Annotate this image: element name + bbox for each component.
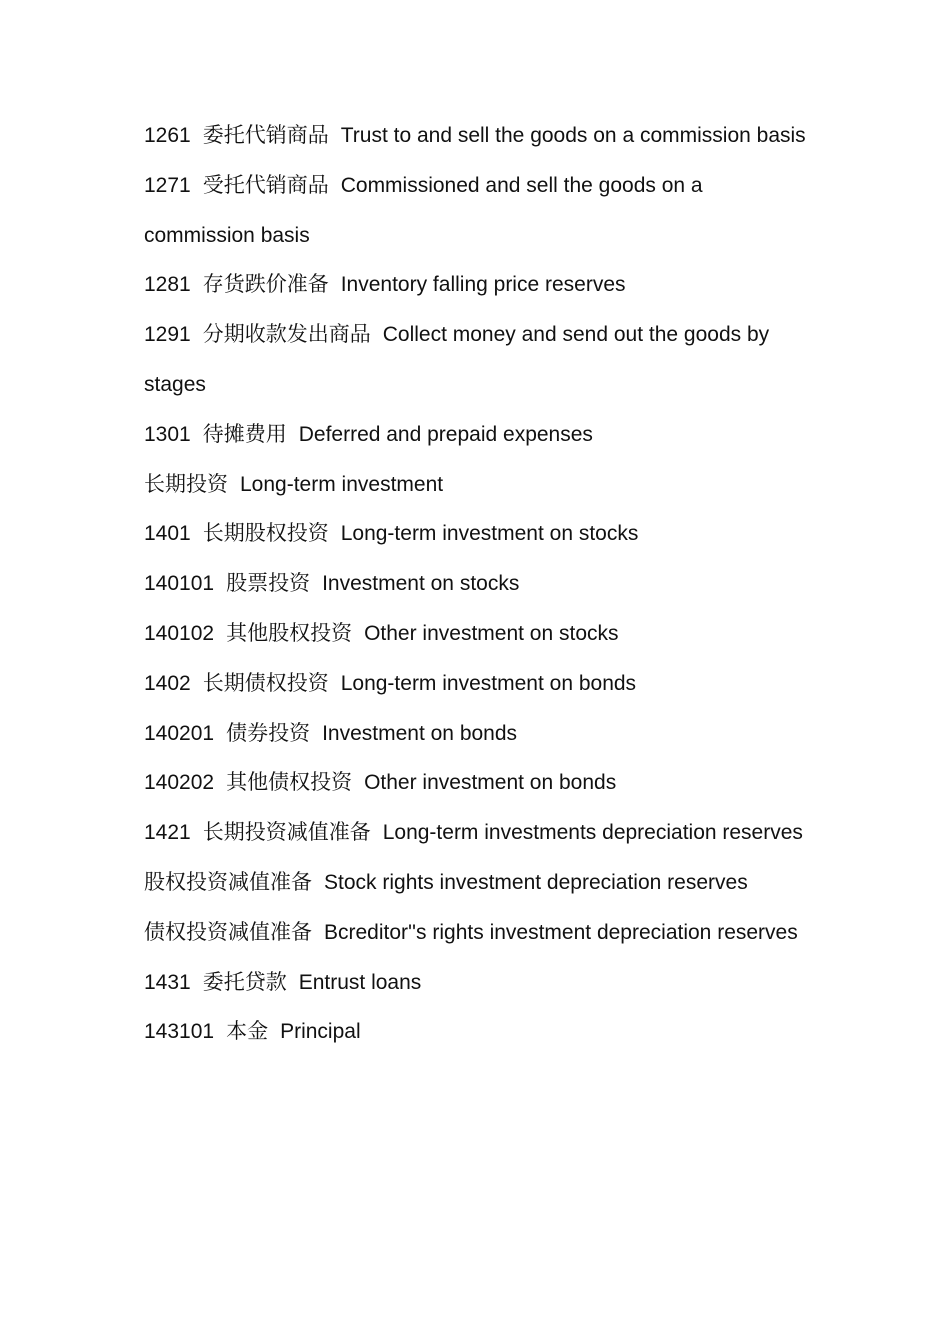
- account-code: 140201: [144, 721, 215, 745]
- account-code: 1301: [144, 422, 191, 446]
- account-name-english: Long-term investment: [240, 472, 444, 496]
- list-item: [144, 559, 814, 609]
- list-item: [144, 310, 814, 410]
- account-name-chinese: 股票投资: [226, 571, 311, 596]
- account-name-english: Bcreditor''s rights investment depreciation reserves: [324, 920, 798, 944]
- account-name-english: Inventory falling price reserves: [340, 273, 626, 297]
- account-code: 1291: [144, 323, 191, 347]
- list-item: [144, 958, 814, 1008]
- list-item: [144, 709, 814, 759]
- list-item: [144, 609, 814, 659]
- account-code: 1402: [144, 671, 191, 695]
- account-name-chinese: 其他股权投资: [226, 620, 353, 645]
- list-item: [144, 1007, 814, 1057]
- list-item: [144, 659, 814, 709]
- account-code: 1271: [144, 173, 191, 197]
- account-name-chinese: 长期股权投资: [202, 521, 329, 546]
- account-code: 140202: [144, 771, 215, 795]
- account-name-chinese: 委托代销商品: [202, 123, 329, 147]
- account-name-english: Investment on stocks: [322, 572, 520, 596]
- account-name-chinese: 股权投资减值准备: [144, 869, 312, 894]
- account-code: 1431: [144, 970, 191, 994]
- account-name-english: Other investment on stocks: [364, 621, 619, 645]
- list-item: [144, 858, 814, 908]
- account-name-english: Long-term investment on stocks: [340, 522, 639, 546]
- account-code: 1421: [144, 821, 191, 845]
- account-name-english: Stock rights investment depreciation reserves: [324, 870, 748, 894]
- account-name-english: Principal: [280, 1020, 361, 1044]
- account-code: 143101: [144, 1020, 215, 1044]
- account-code: 140101: [144, 572, 215, 596]
- account-name-english: Other investment on bonds: [364, 771, 617, 795]
- account-name-chinese: 债权投资减值准备: [144, 919, 312, 944]
- list-item: [144, 808, 814, 858]
- account-name-chinese: 本金: [226, 1019, 269, 1044]
- account-name-chinese: 受托代销商品: [202, 172, 329, 197]
- account-name-english: Trust to and sell the goods on a commission basis: [340, 124, 806, 147]
- account-name-english: Long-term investment on bonds: [340, 671, 637, 695]
- account-code: 140102: [144, 621, 215, 645]
- account-name-chinese: 其他债权投资: [226, 770, 353, 795]
- account-name-chinese: 长期投资: [144, 471, 228, 496]
- account-name-english: Investment on bonds: [322, 721, 518, 745]
- account-code: 1401: [144, 522, 191, 546]
- account-code: 1261: [144, 124, 191, 147]
- list-item: [144, 509, 814, 559]
- account-name-chinese: 待摊费用: [202, 421, 287, 446]
- account-name-english: Commissioned and sell the goods on a commission basis: [144, 173, 703, 247]
- list-item: [144, 758, 814, 808]
- account-name-chinese: 债券投资: [226, 720, 311, 745]
- account-name-english: Collect money and send out the goods by stages: [144, 323, 770, 396]
- account-name-chinese: 存货跌价准备: [202, 272, 329, 297]
- account-list: [144, 111, 814, 1057]
- list-item: [144, 908, 814, 958]
- account-name-chinese: 长期投资减值准备: [202, 820, 371, 845]
- list-item: [144, 410, 814, 460]
- list-item: [144, 161, 814, 261]
- account-name-english: Entrust loans: [298, 970, 422, 994]
- account-name-chinese: 分期收款发出商品: [202, 322, 371, 347]
- account-name-english: Long-term investments depreciation reserves: [382, 821, 803, 845]
- account-code: 1281: [144, 273, 191, 297]
- account-name-chinese: 长期债权投资: [202, 670, 329, 695]
- list-item: [144, 111, 814, 161]
- section-heading: [144, 460, 814, 510]
- account-name-english: Deferred and prepaid expenses: [298, 422, 593, 446]
- account-name-chinese: 委托贷款: [202, 969, 287, 994]
- list-item: [144, 260, 814, 310]
